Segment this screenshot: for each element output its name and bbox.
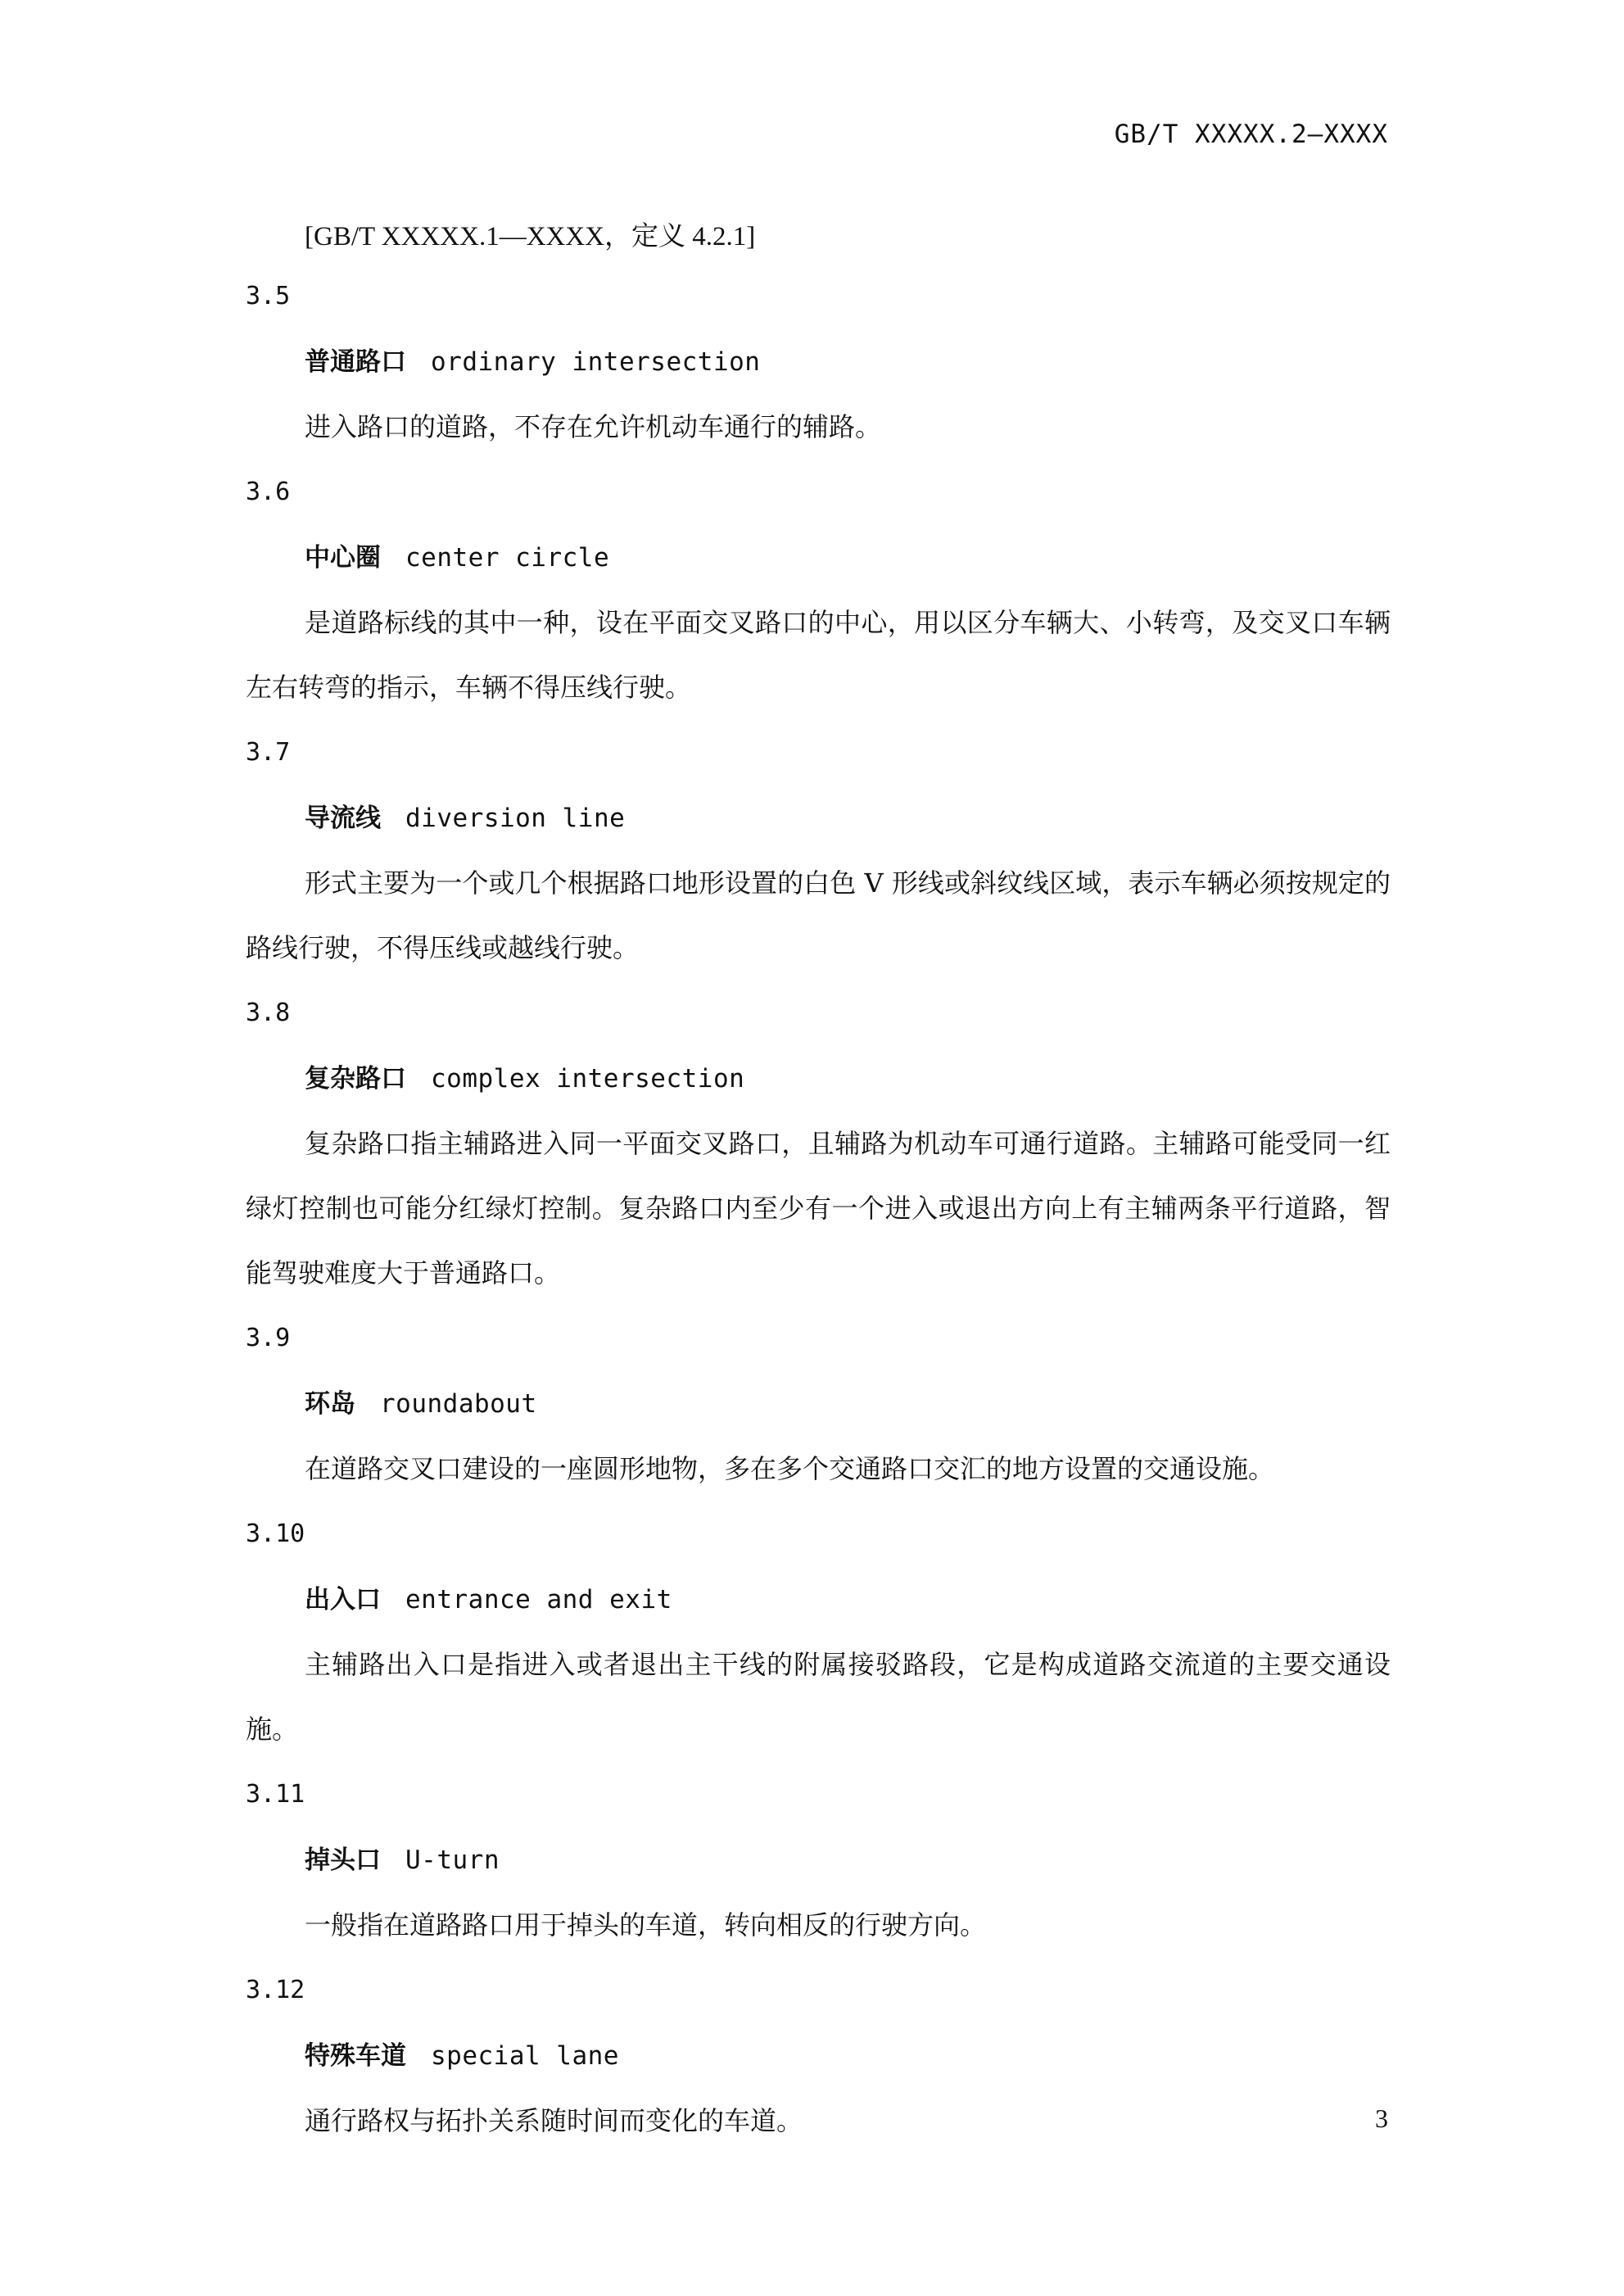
term-entry [246,264,1392,460]
term-entry [246,460,1392,720]
term-heading [305,786,1392,851]
term-chinese: 环岛 [305,1389,355,1419]
term-heading [305,2023,1392,2089]
term-english: complex intersection [431,1064,745,1094]
term-number: 3.9 [246,1324,291,1352]
term-heading [305,1567,1392,1633]
reference-citation: [GB/T XXXXX.1—XXXX，定义 4.2.1] [305,222,756,251]
term-entry [246,1306,1392,1501]
term-chinese: 普通路口 [305,347,406,377]
term-heading [305,1371,1392,1437]
term-english: center circle [405,543,610,573]
term-definition: 主辅路出入口是指进入或者退出主干线的附属接驳路段，它是构成道路交流道的主要交通设施。 [246,1649,1391,1745]
term-chinese: 出入口 [305,1585,381,1614]
term-english: ordinary intersection [431,347,761,377]
term-definition: 是道路标线的其中一种，设在平面交叉路口的中心，用以区分车辆大、小转弯，及交叉口车辆左右转弯的指示，车辆不得压线行驶。 [246,607,1391,703]
term-chinese: 特殊车道 [305,2041,406,2071]
term-heading [305,525,1392,591]
term-english: special lane [431,2041,619,2071]
term-english: roundabout [380,1389,537,1419]
term-number: 3.7 [246,738,291,767]
page-number: 3 [1375,2104,1388,2133]
term-definition: 通行路权与拓扑关系随时间而变化的车道。 [305,2105,803,2136]
term-english: U-turn [405,1845,500,1875]
term-heading [305,1046,1392,1112]
term-entry [246,720,1392,980]
term-number: 3.8 [246,999,291,1027]
term-chinese: 复杂路口 [305,1064,406,1094]
term-entry [246,980,1392,1306]
term-definition: 进入路口的道路，不存在允许机动车通行的辅路。 [305,411,882,442]
term-english: diversion line [405,804,626,833]
term-entry [246,1501,1392,1762]
terms-list [246,264,1392,2153]
term-definition: 在道路交叉口建设的一座圆形地物，多在多个交通路口交汇的地方设置的交通设施。 [305,1453,1275,1484]
term-entry [246,1958,1392,2153]
term-chinese: 导流线 [305,804,381,833]
term-definition: 一般指在道路路口用于掉头的车道，转向相反的行驶方向。 [305,1909,987,1941]
term-english: entrance and exit [405,1585,672,1614]
term-number: 3.5 [246,282,291,310]
term-number: 3.11 [246,1780,305,1809]
term-entry [246,1762,1392,1958]
term-definition: 形式主要为一个或几个根据路口地形设置的白色 V 形线或斜纹线区域，表示车辆必须按规定的路线行驶，不得压线或越线行驶。 [246,867,1391,963]
term-chinese: 掉头口 [305,1845,381,1875]
term-number: 3.10 [246,1519,305,1548]
term-chinese: 中心圈 [305,543,381,573]
term-number: 3.12 [246,1976,305,2004]
standard-code-header: GB/T XXXXX.2—XXXX [1114,120,1388,149]
term-heading [305,1827,1392,1893]
term-definition: 复杂路口指主辅路进入同一平面交叉路口，且辅路为机动车可通行道路。主辅路可能受同一红绿灯控制也可能分红绿灯控制。复杂路口内至少有一个进入或退出方向上有主辅两条平行道路，智能驾驶难度大于普通路口。 [246,1128,1391,1288]
term-heading [305,329,1392,395]
term-number: 3.6 [246,478,291,506]
